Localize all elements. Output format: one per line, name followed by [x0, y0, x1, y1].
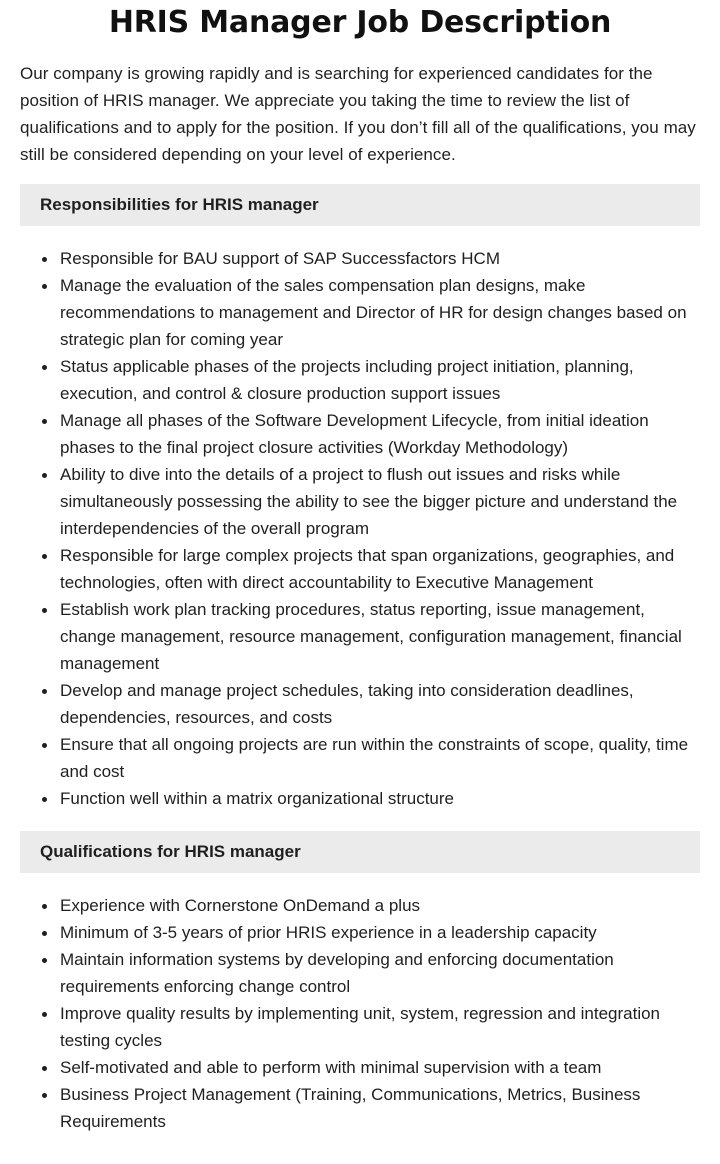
qualifications-list: [20, 892, 700, 1135]
responsibilities-heading: Responsibilities for HRIS manager: [20, 184, 700, 226]
qualification-item: Business Project Management (Training, Communications, Metrics, Business Requirements: [60, 1081, 700, 1135]
page-title: HRIS Manager Job Description: [108, 5, 612, 40]
qualification-item: Self-motivated and able to perform with minimal supervision with a team: [60, 1054, 700, 1081]
responsibility-item: Ability to dive into the details of a project to flush out issues and risks while simultaneously possessing the ability to see the bigger picture and understand the interdependencies of the overall program: [60, 461, 700, 542]
qualification-item: Maintain information systems by developing and enforcing documentation requirements enforcing change control: [60, 946, 700, 1000]
qualification-item: Experience with Cornerstone OnDemand a plus: [60, 892, 700, 919]
qualification-item: Minimum of 3-5 years of prior HRIS experience in a leadership capacity: [60, 919, 700, 946]
responsibility-item: Manage the evaluation of the sales compensation plan designs, make recommendations to management and Director of HR for design changes based on strategic plan for coming year: [60, 272, 700, 353]
intro-paragraph: Our company is growing rapidly and is searching for experienced candidates for the position of HRIS manager. We appreciate you taking the time to review the list of qualifications and to apply for the position. If you don’t fill all of the qualifications, you may still be considered depending on your level of experience.: [20, 64, 696, 164]
responsibility-item: Establish work plan tracking procedures, status reporting, issue management, change management, resource management, configuration management, financial management: [60, 596, 700, 677]
responsibility-item: Responsible for large complex projects that span organizations, geographies, and technologies, often with direct accountability to Executive Management: [60, 542, 700, 596]
qualification-item: Improve quality results by implementing unit, system, regression and integration testing cycles: [60, 1000, 700, 1054]
responsibility-item: Ensure that all ongoing projects are run within the constraints of scope, quality, time and cost: [60, 731, 700, 785]
qualifications-heading: Qualifications for HRIS manager: [20, 831, 700, 873]
responsibility-item: Manage all phases of the Software Development Lifecycle, from initial ideation phases to the final project closure activities (Workday Methodology): [60, 407, 700, 461]
responsibility-item: Status applicable phases of the projects including project initiation, planning, execution, and control & closure production support issues: [60, 353, 700, 407]
responsibilities-list: [20, 245, 700, 812]
responsibility-item: Develop and manage project schedules, taking into consideration deadlines, dependencies, resources, and costs: [60, 677, 700, 731]
responsibility-item: Responsible for BAU support of SAP Successfactors HCM: [60, 245, 700, 272]
responsibility-item: Function well within a matrix organizational structure: [60, 785, 700, 812]
